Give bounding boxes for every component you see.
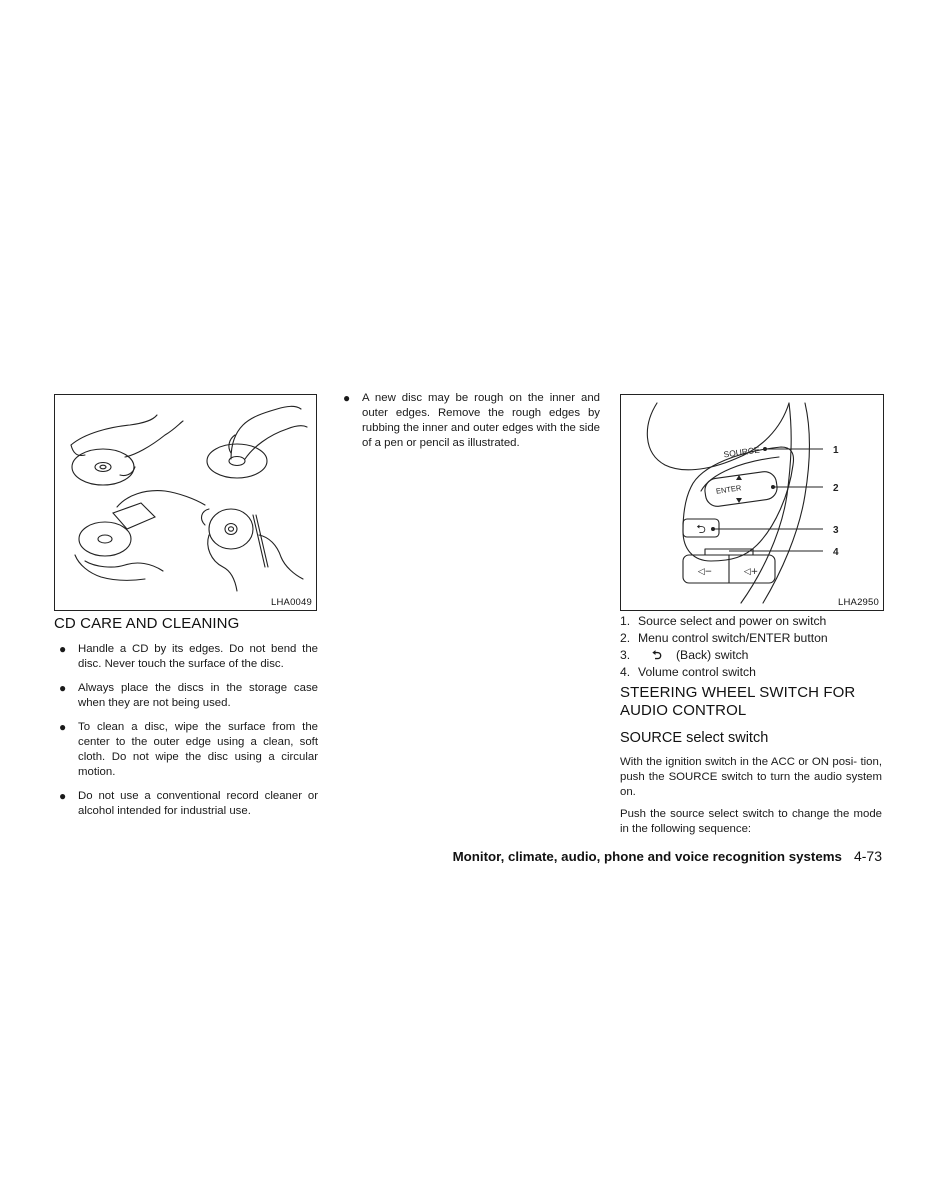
callout-3: 3 — [833, 525, 839, 536]
legend-item — [620, 647, 882, 664]
cd-care-figure — [54, 394, 317, 611]
figure-code: LHA2950 — [837, 597, 879, 608]
paragraph: Push the source select switch to change the mode in the following sequence: — [620, 808, 882, 835]
right-column — [620, 613, 882, 844]
cd-care-section — [54, 615, 318, 828]
list-item — [54, 720, 318, 780]
legend-number: 3. — [620, 648, 631, 662]
paragraph: With the ignition switch in the ACC or ON posi- tion, push the SOURCE switch to turn the audio system on. — [620, 756, 882, 798]
list-item — [54, 789, 318, 819]
legend-text: (Back) switch — [676, 648, 749, 662]
list-item-text: Do not use a conventional record cleaner or alcohol intended for industrial use. — [78, 790, 318, 817]
steering-switch-figure — [620, 394, 884, 611]
legend-number: 1. — [620, 614, 631, 628]
list-item-text: To clean a disc, wipe the surface from the center to the outer edge using a clean, soft cloth. Do not wipe the disc using a circular motion. — [78, 721, 318, 778]
legend-text: Menu control switch/ENTER button — [638, 631, 828, 645]
legend-item — [620, 630, 882, 647]
list-item-text: A new disc may be rough on the inner and outer edges. Remove the rough edges by rubbing the inner and outer edges with the side of a pen or pencil as illustrated. — [362, 392, 600, 449]
source-label: SOURCE — [722, 444, 761, 460]
list-item-text: Always place the discs in the storage case when they are not being used. — [78, 682, 318, 709]
volume-down-icon: ◁− — [697, 567, 713, 577]
callout-1: 1 — [833, 445, 839, 456]
list-item-text: Handle a CD by its edges. Do not bend the disc. Never touch the surface of the disc. — [78, 643, 318, 670]
page-number: 4-73 — [853, 848, 882, 864]
bullet-icon: ● — [59, 681, 67, 695]
bullet-icon: ● — [59, 720, 67, 734]
list-item — [54, 681, 318, 711]
callout-4: 4 — [833, 547, 839, 558]
section-body — [620, 755, 882, 837]
footer-section-title: Monitor, climate, audio, phone and voice recognition systems — [452, 849, 842, 864]
section-heading: CD CARE AND CLEANING — [54, 615, 240, 632]
back-arrow-icon: ⮌ — [652, 648, 662, 662]
cd-care-list — [54, 642, 318, 819]
list-item — [54, 642, 318, 672]
back-arrow-icon: ⮌ — [696, 522, 706, 536]
enter-label: ENTER — [715, 483, 742, 496]
legend-number: 2. — [620, 631, 631, 645]
section-heading: STEERING WHEEL SWITCH FOR AUDIO CONTROL — [620, 684, 856, 719]
figure-code: LHA0049 — [270, 597, 312, 608]
cd-care-illustration — [55, 395, 316, 610]
bullet-icon: ● — [343, 391, 351, 405]
legend-number: 4. — [620, 665, 631, 679]
middle-column — [338, 391, 600, 460]
legend-item — [620, 613, 882, 630]
figure-legend — [620, 613, 882, 681]
legend-text: Source select and power on switch — [638, 614, 827, 628]
legend-text: Volume control switch — [638, 665, 756, 679]
volume-up-icon: ◁+ — [743, 567, 759, 577]
list-item — [338, 391, 600, 451]
subsection-heading: SOURCE select switch — [620, 730, 769, 746]
page-footer — [453, 848, 882, 864]
bullet-icon: ● — [59, 642, 67, 656]
bullet-icon: ● — [59, 789, 67, 803]
callout-2: 2 — [833, 483, 839, 494]
legend-item — [620, 664, 882, 681]
steering-switch-illustration — [621, 395, 883, 610]
new-disc-list — [338, 391, 600, 451]
